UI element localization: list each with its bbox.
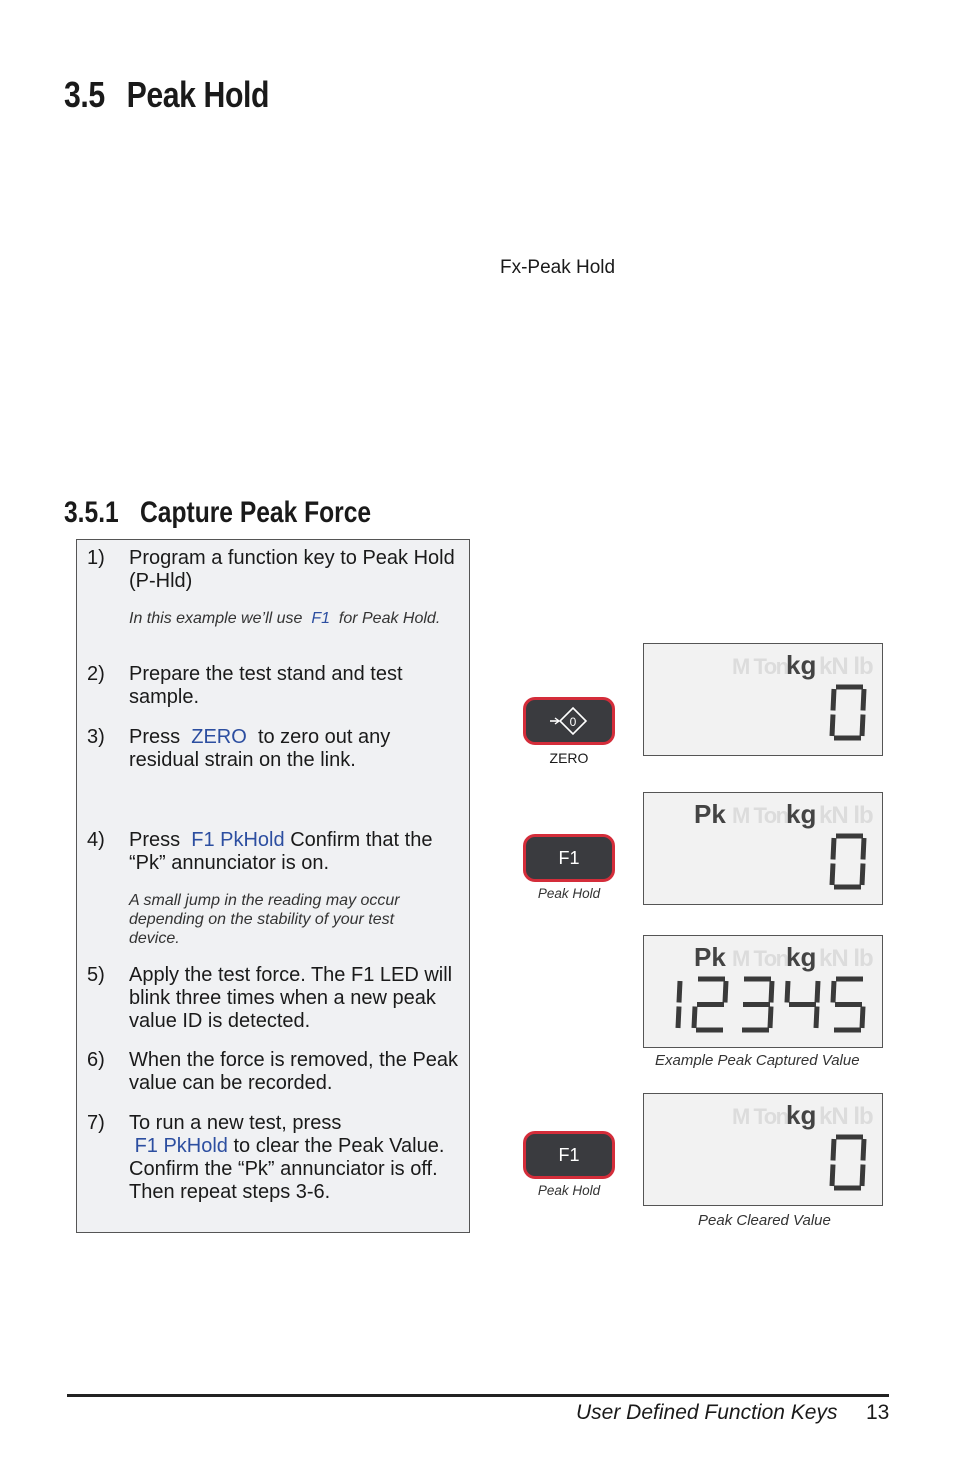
step-1 [87, 547, 459, 593]
lcd-segment [817, 981, 818, 1003]
note-key: F1 [311, 610, 330, 627]
footer-rule [67, 1394, 889, 1397]
step-3 [87, 726, 459, 772]
step-number: 2) [87, 663, 105, 685]
step-text: Program a function key to Peak Hold (P-Hld) [129, 547, 455, 592]
step-text: To run a new test, press F1 PkHold to clear the Peak Value. Confirm the “Pk” annunciator is off. Then repeat steps 3-6. [129, 1112, 445, 1203]
lcd-readout [644, 936, 883, 1048]
lcd-segment [816, 1007, 817, 1029]
step-7 [87, 1112, 459, 1204]
f1-key-label: F1 [558, 848, 580, 868]
zero-symbol: 0 [569, 715, 577, 729]
lcd-segment [770, 1007, 771, 1029]
f1-key-ref: F1 PkHold [191, 829, 285, 851]
peak-cleared-caption: Peak Cleared Value [698, 1212, 831, 1229]
zero-diamond-icon [526, 700, 612, 742]
unit-annunciator-kg: kg [786, 799, 817, 829]
unit-annunciator-dim: M Ton [732, 803, 788, 828]
section-number: 3.5 [64, 74, 105, 115]
pk-annunciator: Pk [694, 942, 726, 972]
lcd-segment [862, 715, 863, 737]
step-number: 6) [87, 1049, 105, 1071]
f1-key[interactable] [523, 834, 615, 882]
step-text: Prepare the test stand and test sample. [129, 663, 403, 708]
lcd-segment [832, 1165, 833, 1187]
subsection-heading [64, 496, 371, 530]
f1-key-ref: F1 PkHold [134, 1135, 228, 1157]
footer-title: User Defined Function Keys [576, 1401, 838, 1424]
peak-captured-caption: Example Peak Captured Value [655, 1052, 860, 1069]
lcd-segment [833, 981, 834, 1003]
lcd-display-peak-captured [643, 935, 883, 1048]
unit-annunciator-kg: kg [786, 650, 817, 680]
pk-annunciator: Pk [694, 799, 726, 829]
lcd-segment [832, 715, 833, 737]
step-5 [87, 964, 459, 1033]
lcd-segment [863, 1139, 864, 1161]
step-text: Press ZERO to zero out any residual strain on the link. [129, 726, 391, 771]
section-title: Peak Hold [126, 74, 270, 115]
steps-box [76, 539, 470, 1233]
lcd-segment [862, 864, 863, 886]
lcd-segment [862, 1007, 863, 1029]
step-text: When the force is removed, the Peak value can be recorded. [129, 1049, 459, 1094]
step-4 [87, 829, 459, 875]
lcd-segment [833, 1139, 834, 1161]
step-number: 7) [87, 1112, 105, 1134]
lcd-segment [725, 981, 726, 1003]
lcd-segment [678, 1007, 679, 1029]
step-number: 3) [87, 726, 105, 748]
unit-annunciator-kg: kg [786, 1100, 817, 1130]
step-number: 5) [87, 964, 105, 986]
lcd-display-zero [643, 643, 883, 756]
lcd-segment [694, 1007, 695, 1029]
fx-peak-hold-label: Fx-Peak Hold [500, 257, 616, 278]
lcd-segment [771, 981, 772, 1003]
lcd-segment [862, 1165, 863, 1187]
unit-annunciator-dim: M Ton [732, 946, 788, 971]
lcd-segment [787, 981, 788, 1003]
f1-key[interactable] [523, 1131, 615, 1179]
lcd-display-peak-cleared [643, 1093, 883, 1206]
step-text: Apply the test force. The F1 LED will blink three times when a new peak value ID is detected. [129, 964, 453, 1032]
lcd-segment [832, 864, 833, 886]
zero-key-ref: ZERO [191, 726, 247, 748]
note-small-jump: A small jump in the reading may occur depending on the stability of your test device. [129, 892, 400, 947]
lcd-segment [833, 838, 834, 860]
unit-annunciator-kg: kg [786, 942, 817, 972]
lcd-segment [863, 689, 864, 711]
unit-annunciator-dim: kN lb [819, 802, 873, 829]
zero-key[interactable] [523, 697, 615, 745]
unit-annunciator-dim: kN lb [819, 653, 873, 680]
note-text-end: for Peak Hold. [338, 610, 441, 627]
unit-annunciator-dim: M Ton [732, 1104, 788, 1129]
lcd-readout [644, 644, 883, 756]
lcd-segment [833, 689, 834, 711]
lcd-segment [863, 838, 864, 860]
page-number: 13 [866, 1401, 890, 1424]
step-number: 1) [87, 547, 105, 569]
note-example-key [129, 609, 449, 628]
subsection-title: Capture Peak Force [140, 496, 372, 529]
step-2 [87, 663, 459, 709]
f1-key-caption: Peak Hold [537, 886, 601, 901]
step-6 [87, 1049, 459, 1095]
step-number: 4) [87, 829, 105, 851]
lcd-readout [644, 793, 883, 905]
f1-key-caption: Peak Hold [537, 1183, 601, 1198]
lcd-segment [679, 981, 680, 1003]
zero-key-caption: ZERO [549, 750, 589, 766]
unit-annunciator-dim: kN lb [819, 1103, 873, 1130]
step-text: Press F1 PkHold Confirm that the “Pk” annunciator is on. [129, 829, 433, 874]
section-heading [64, 74, 269, 116]
unit-annunciator-dim: kN lb [819, 945, 873, 972]
lcd-display-pk-zero [643, 792, 883, 905]
note-text: In this example we’ll use [129, 610, 303, 627]
unit-annunciator-dim: M Ton [732, 654, 788, 679]
lcd-readout [644, 1094, 883, 1206]
f1-key-label: F1 [558, 1145, 580, 1165]
subsection-number: 3.5.1 [64, 496, 119, 529]
